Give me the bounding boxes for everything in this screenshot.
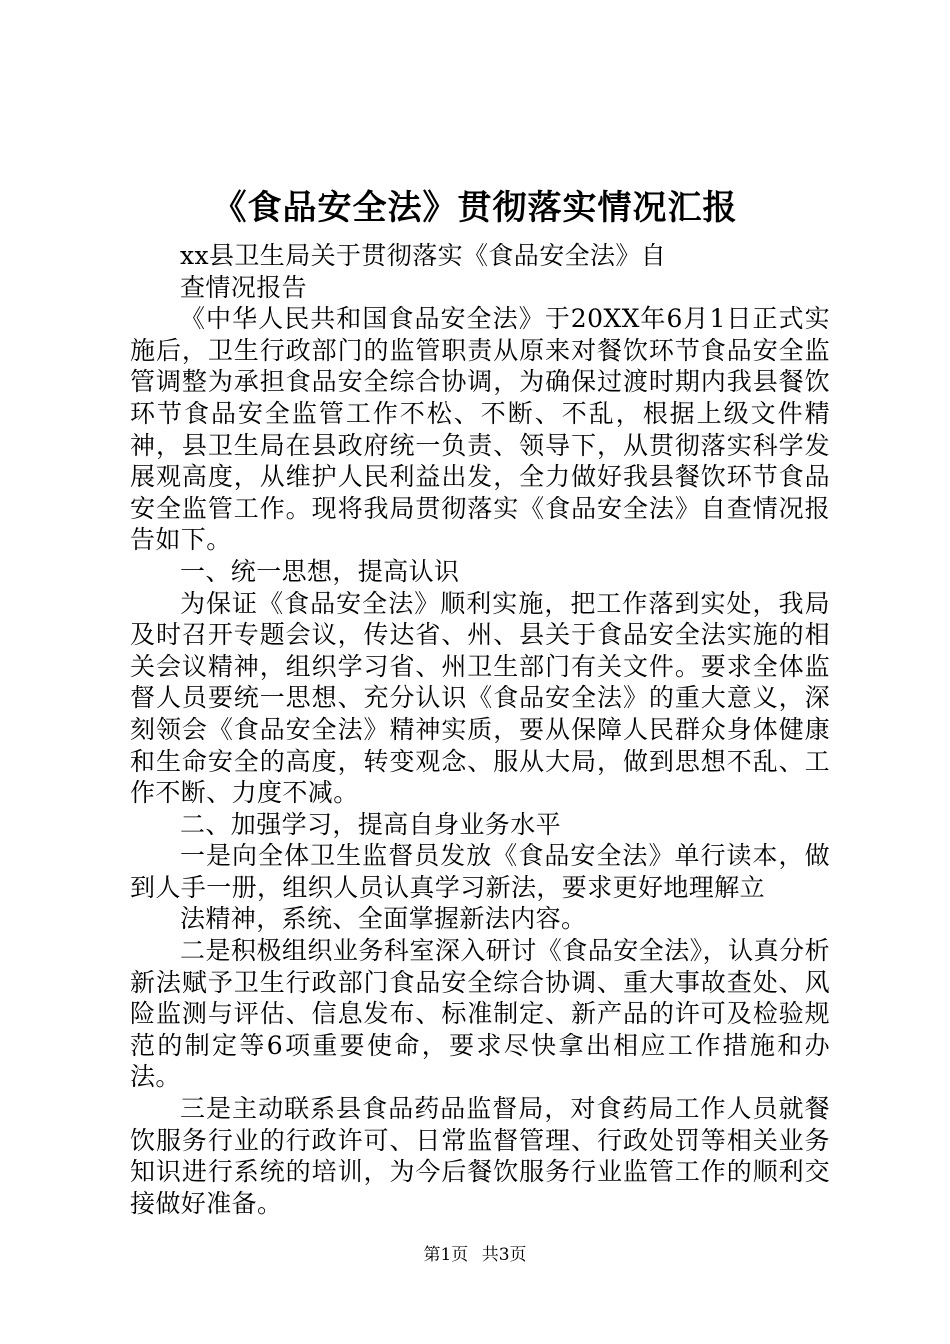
body-paragraph: 为保证《食品安全法》顺利实施，把工作落到实处，我局及时召开专题会议，传达省、州、县关于食品安全法实施的相关会议精神，组织学习省、州卫生部门有关文件。要求全体监督人员要统一思想、充分认识《食品安全法》的重大意义，深刻领会《食品安全法》精神实质，要从保障人民群众身体健康和生命安全的高度，转变观念、服从大局，做到思想不乱、工作不断、力度不减。 bbox=[130, 588, 830, 808]
body-paragraph: 三是主动联系县食品药品监督局，对食药局工作人员就餐饮服务行业的行政许可、日常监督管理、行政处罚等相关业务知识进行系统的培训，为今后餐饮服务行业监管工作的顺利交接做好准备。 bbox=[130, 1094, 830, 1218]
body-paragraph: xx县卫生局关于贯彻落实《食品安全法》自 bbox=[180, 241, 667, 270]
body-paragraph: 《中华人民共和国食品安全法》于20XX年6月1日正式实施后，卫生行政部门的监管职责从原来对餐饮环节食品安全监管调整为承担食品安全综合协调，为确保过渡时期内我县餐饮环节食品安全监管工作不松、不断、不乱，根据上级文件精神，县卫生局在县政府统一负责、领导下，从贯彻落实科学发展观高度，从维护人民利益出发，全力做好我县餐饮环节食品安全监管工作。现将我局贯彻落实《食品安全法》自查情况报告如下。 bbox=[130, 304, 830, 555]
body-paragraph: 二、加强学习，提高自身业务水平 bbox=[180, 809, 562, 839]
document-title: 《食品安全法》贯彻落实情况汇报 bbox=[212, 188, 738, 228]
page-footer bbox=[0, 1243, 950, 1267]
body-paragraph: 一、统一思想，提高认识 bbox=[180, 556, 460, 586]
page-total: 共3页 bbox=[481, 1245, 527, 1265]
body-paragraph: 二是积极组织业务科室深入研讨《食品安全法》，认真分析新法赋予卫生行政部门食品安全综合协调、重大事故查处、风险监测与评估、信息发布、标准制定、新产品的许可及检验规范的制定等6项重要使命，要求尽快拿出相应工作措施和办法。 bbox=[130, 936, 830, 1092]
body-paragraph: 一是向全体卫生监督员发放《食品安全法》单行读本，做到人手一册，组织人员认真学习新法，要求更好地理解立 bbox=[130, 841, 830, 902]
document-body bbox=[130, 240, 830, 1219]
body-paragraph: 查情况报告 bbox=[180, 272, 308, 302]
page-number: 第1页 bbox=[423, 1245, 469, 1265]
body-paragraph: 法精神，系统、全面掌握新法内容。 bbox=[180, 904, 587, 934]
